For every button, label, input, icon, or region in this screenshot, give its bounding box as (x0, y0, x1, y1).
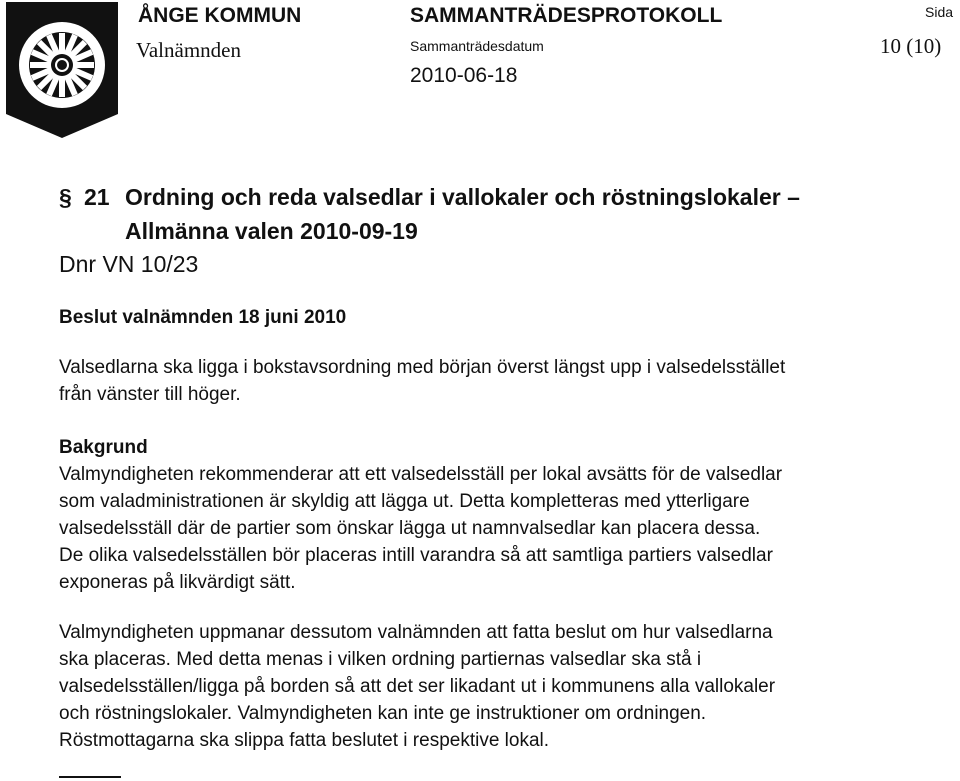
text-line: från vänster till höger. (59, 384, 241, 405)
section-symbol: § (59, 184, 72, 210)
text-line: exponeras på likvärdigt sätt. (59, 572, 296, 593)
page-number: 10 (10) (880, 34, 942, 58)
section-title-line-1: Ordning och reda valsedlar i vallokaler och röstningslokaler – (125, 184, 800, 210)
meeting-date: 2010-06-18 (410, 64, 518, 87)
text-line: valsedelsställ där de partier som önskar lägga ut namnvalsedlar kan placera dessa. (59, 518, 761, 539)
section-title-line-2: Allmänna valen 2010-09-19 (125, 218, 418, 244)
signature-rule (59, 776, 121, 778)
decision-text (59, 354, 785, 408)
meeting-date-label: Sammanträdesdatum (410, 38, 544, 54)
decision-heading: Beslut valnämnden 18 juni 2010 (59, 307, 347, 328)
section-number: 21 (84, 184, 110, 210)
text-line: som valadministrationen är skyldig att lägga ut. Detta kompletteras med ytterligare (59, 491, 750, 512)
text-line: ska placeras. Med detta menas i vilken ordning partiernas valsedlar ska stå i (59, 649, 702, 670)
document-type: SAMMANTRÄDESPROTOKOLL (410, 4, 723, 27)
text-line: och röstningslokaler. Valmyndigheten kan inte ge instruktioner om ordningen. (59, 703, 707, 724)
background-paragraph-1 (59, 461, 782, 596)
municipality-coat-of-arms-icon (6, 2, 118, 138)
text-line: Röstmottagarna ska slippa fatta beslutet i respektive lokal. (59, 730, 550, 751)
municipality-name: ÅNGE KOMMUN (138, 4, 302, 27)
committee-name: Valnämnden (136, 38, 241, 62)
text-line: De olika valsedelsställen bör placeras intill varandra så att samtliga partiers valsedlar (59, 545, 773, 566)
text-line: Valsedlarna ska ligga i bokstavsordning med början överst längst upp i valsedelsstället (59, 357, 786, 378)
text-line: valsedelsställen/ligga på borden så att det ser likadant ut i kommunens alla vallokaler (59, 676, 776, 697)
text-line: Valmyndigheten uppmanar dessutom valnämnden att fatta beslut om hur valsedlarna (59, 622, 773, 643)
text-line: Valmyndigheten rekommenderar att ett valsedelsställ per lokal avsätts för de valsedlar (59, 464, 783, 485)
background-heading: Bakgrund (59, 437, 148, 458)
diary-number: Dnr VN 10/23 (59, 251, 199, 277)
background-paragraph-2 (59, 619, 775, 754)
page-label: Sida (925, 4, 954, 20)
